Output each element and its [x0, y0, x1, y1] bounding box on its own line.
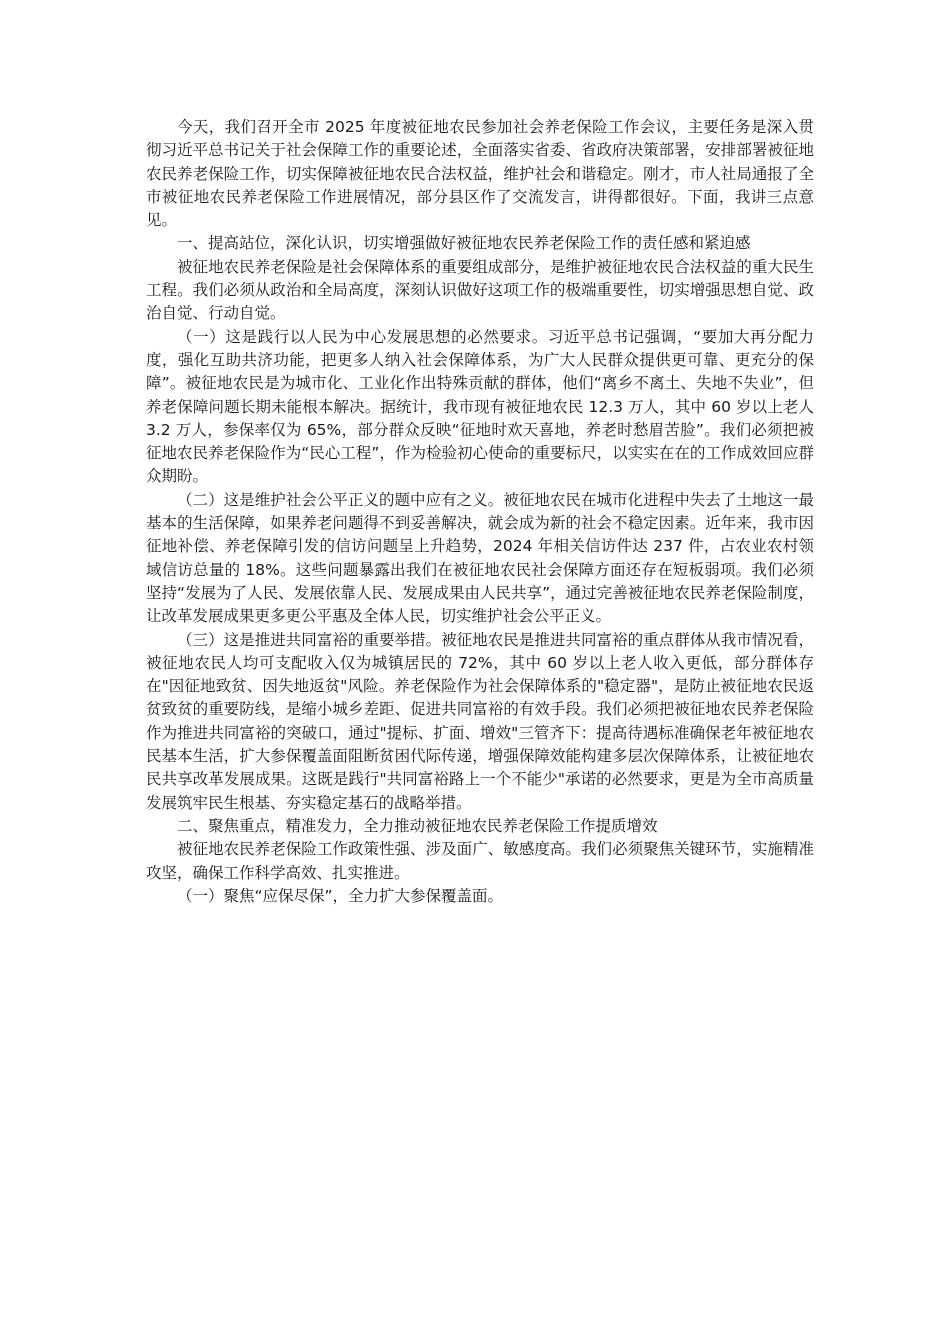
section-heading-2: 二、聚焦重点，精准发力，全力推动被征地农民养老保险工作提质增效	[177, 816, 658, 835]
paragraph-section-2-point-1: （一）聚焦“应保尽保”，全力扩大参保覆盖面。	[177, 886, 504, 905]
paragraph-section-1-point-3: （三）这是推进共同富裕的重要举措。被征地农民是推进共同富裕的重点群体从我市情况看，被征地农民人均可支配收入仅为城镇居民的 72%，其中 60 岁以上老人收入更低，部分群体存在"因征地致贫、因失地返贫"风险。养老保险作为社会保障体系的"稳定器"，是防止被征地农民返贫致贫的重要防线，是缩小城乡差距、促进共同富裕的有效手段。我们必须把被征地农民养老保险作为推进共同富裕的突破口，通过"提标、扩面、增效"三管齐下：提高待遇标准确保老年被征地农民基本生活，扩大参保覆盖面阻断贫困代际传递，增强保障效能构建多层次保障体系，让被征地农民共享改革发展成果。这既是践行"共同富裕路上一个不能少"承诺的必然要求，更是为全市高质量发展筑牢民生根基、夯实稳定基石的战略举措。	[146, 630, 814, 812]
paragraph-section-1-point-1: （一）这是践行以人民为中心发展思想的必然要求。习近平总书记强调，“要加大再分配力度，强化互助共济功能，把更多人纳入社会保障体系，为广大人民群众提供更可靠、更充分的保障”。被征地农民是为城市化、工业化作出特殊贡献的群体，他们“离乡不离土、失地不失业”，但养老保障问题长期未能根本解决。据统计，我市现有被征地农民 12.3 万人，其中 60 岁以上老人 3.2 万人，参保率仅为 65%，部分群众反映“征地时欢天喜地，养老时愁眉苦脸”。我们必须把被征地农民养老保险作为“民心工程”，作为检验初心使命的重要标尺，以实实在在的工作成效回应群众期盼。	[146, 327, 814, 486]
paragraph-section-2-intro: 被征地农民养老保险工作政策性强、涉及面广、敏感度高。我们必须聚焦关键环节，实施精准攻坚，确保工作科学高效、扎实推进。	[146, 840, 814, 882]
paragraph-section-1-point-2: （二）这是维护社会公平正义的题中应有之义。被征地农民在城市化进程中失去了土地这一最基本的生活保障，如果养老问题得不到妥善解决，就会成为新的社会不稳定因素。近年来，我市因征地补偿、养老保障引发的信访问题呈上升趋势，2024 年相关信访件达 237 件，占农业农村领域信访总量的 18%。这些问题暴露出我们在被征地农民社会保障方面还存在短板弱项。我们必须坚持“发展为了人民、发展依靠人民、发展成果由人民共享”，通过完善被征地农民养老保险制度，让改革发展成果更多更公平惠及全体人民，切实维护社会公平正义。	[146, 490, 814, 626]
paragraph-intro: 今天，我们召开全市 2025 年度被征地农民参加社会养老保险工作会议，主要任务是深入贯彻习近平总书记关于社会保障工作的重要论述，全面落实省委、省政府决策部署，安排部署被征地农民养老保险工作，切实保障被征地农民合法权益，维护社会和谐稳定。刚才，市人社局通报了全市被征地农民养老保险工作进展情况，部分县区作了交流发言，讲得都很好。下面，我讲三点意见。	[146, 118, 814, 230]
section-heading-1: 一、提高站位，深化认识，切实增强做好被征地农民养老保险工作的责任感和紧迫感	[177, 234, 751, 253]
document-body	[146, 116, 814, 908]
paragraph-section-1-intro: 被征地农民养老保险是社会保障体系的重要组成部分，是维护被征地农民合法权益的重大民生工程。我们必须从政治和全局高度，深刻认识做好这项工作的极端重要性，切实增强思想自觉、政治自觉、行动自觉。	[146, 257, 814, 323]
